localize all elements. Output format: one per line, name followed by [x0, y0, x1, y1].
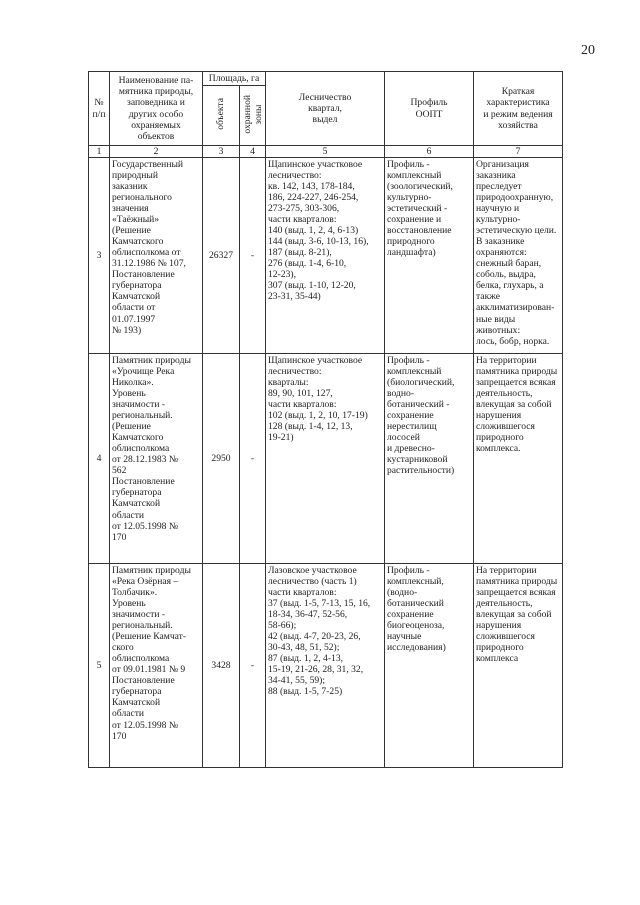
row-area-zone: -: [240, 354, 266, 564]
row-profile: Профиль - комплексный (биологический, водно- ботанический - сохранение нерестилищ лососей и древесно- кустарниковой растительности): [385, 354, 474, 564]
row-regime: На территории памятника природы запрещается всякая деятельность, влекущая за собой нарушения сложившегося природного комплекса.: [474, 354, 563, 564]
row-area-object: 26327: [203, 158, 240, 354]
row-number: 3: [89, 158, 110, 354]
header-area-zone: охранной зоны: [240, 86, 266, 146]
row-area-object: 3428: [203, 564, 240, 768]
row-profile: Профиль - комплексный (зоологический, культурно- эстетический - сохранение и восстановление природного ландшафта): [385, 158, 474, 354]
column-number: 1: [89, 146, 110, 158]
column-number: 2: [110, 146, 203, 158]
page-number: 20: [581, 43, 595, 58]
column-number: 6: [385, 146, 474, 158]
row-name: Памятник природы «Урочище Река Николка». Уровень значимости - региональный. (Решение Камчатского облисполкома от 28.12.1983 № 562 Постановление губернатора Камчатской области от 12.05.1998 № 170: [110, 354, 203, 564]
header-area: Площадь, га: [203, 72, 266, 86]
row-area-object: 2950: [203, 354, 240, 564]
table-row: [89, 354, 563, 564]
protected-areas-table: [88, 71, 563, 768]
header-forestry: Лесничество квартал, выдел: [266, 72, 385, 146]
header-area-object: объекта: [203, 86, 240, 146]
column-numbers-row: [89, 146, 563, 158]
row-forestry: Щапинское участковое лесничество: кв. 142, 143, 178-184, 186, 224-227, 246-254, 273-275, 303-306, части кварталов: 140 (выд. 1, 2, 4, 6-13) 144 (выд. 3-6, 10-13, 16), 187 (выд. 8-21), 276 (выд. 1-4, 6-10, 12-23), 307 (выд. 1-10, 12-20, 23-31, 35-44): [266, 158, 385, 354]
row-name: Государственный природный заказник регионального значения «Таёжный» (Решение Камчатского облисполкома от 31.12.1986 № 107, Постановление губернатора Камчатской области от 01.07.1997 № 193): [110, 158, 203, 354]
header-num: № п/п: [89, 72, 110, 146]
row-regime: На территории памятника природы запрещается всякая деятельность, влекущая за собой нарушения сложившегося природного комплекса: [474, 564, 563, 768]
header-regime: Краткая характеристика и режим ведения хозяйства: [474, 72, 563, 146]
row-number: 4: [89, 354, 110, 564]
row-forestry: Лазовское участковое лесничество (часть 1) части кварталов: 37 (выд. 1-5, 7-13, 15, 16, 18-34, 36-47, 52-56, 58-66); 42 (выд. 4-7, 20-23, 26, 30-43, 48, 51, 52); 87 (выд. 1, 2, 4-13, 15-19, 21-26, 28, 31, 32, 34-41, 55, 59); 88 (выд. 1-5, 7-25): [266, 564, 385, 768]
column-number: 4: [240, 146, 266, 158]
row-area-zone: -: [240, 564, 266, 768]
header-name: Наименование па- мятника природы, заповедника и других особо охраняемых объектов: [110, 72, 203, 146]
column-number: 5: [266, 146, 385, 158]
header-profile: Профиль ООПТ: [385, 72, 474, 146]
row-regime: Организация заказника преследует природоохранную, научную и культурно- эстетическую цели. В заказнике охраняются: снежный баран, соболь, выдра, белка, глухарь, а также акклиматизирован- ные виды животных: лось, бобр, норка.: [474, 158, 563, 354]
row-number: 5: [89, 564, 110, 768]
row-area-zone: -: [240, 158, 266, 354]
table-row: [89, 158, 563, 354]
table-row: [89, 564, 563, 768]
row-profile: Профиль - комплексный, (водно- ботанический сохранение биогеоценоза, научные исследования): [385, 564, 474, 768]
column-number: 7: [474, 146, 563, 158]
row-name: Памятник природы «Река Озёрная – Толбачик». Уровень значимости - региональный. (Решение Камчат- ского облисполкома от 09.01.1981 № 9 Постановление губернатора Камчатской области от 12.05.1998 № 170: [110, 564, 203, 768]
row-forestry: Щапинское участковое лесничество: кварталы: 89, 90, 101, 127, части кварталов: 102 (выд. 1, 2, 10, 17-19) 128 (выд. 1-4, 12, 13, 19-21): [266, 354, 385, 564]
column-number: 3: [203, 146, 240, 158]
